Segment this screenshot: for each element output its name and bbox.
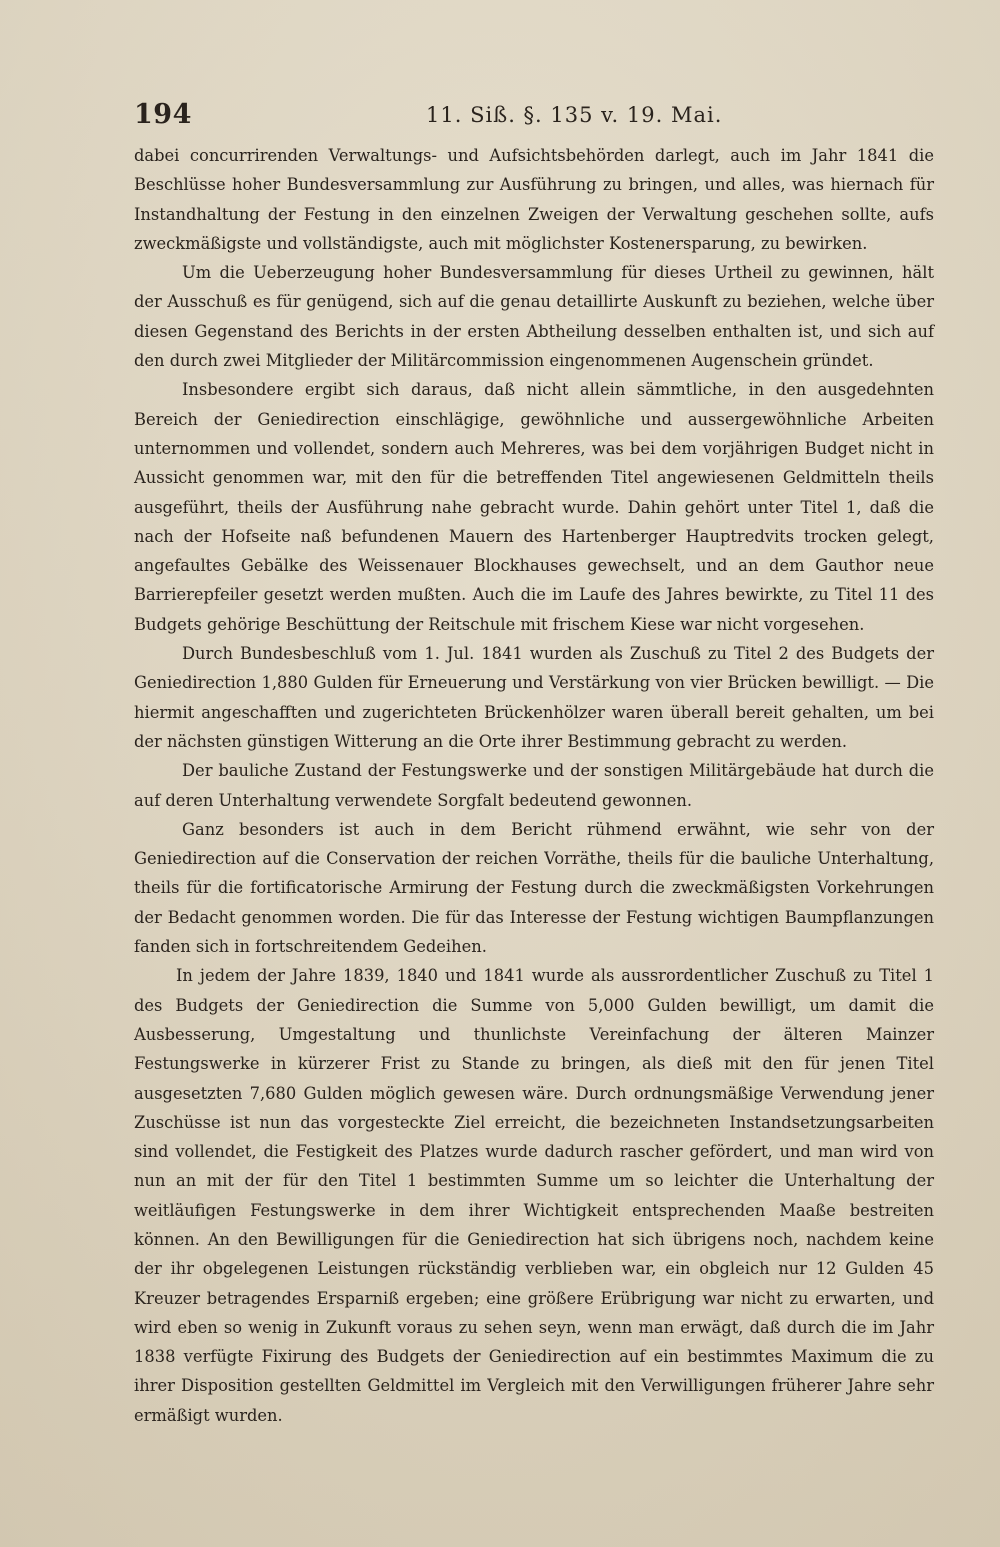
paragraph: Um die Ueberzeugung hoher Bundesversammlung für dieses Urtheil zu gewinnen, hält der Ausschuß es für genügend, sich auf die genau detaillirte Auskunft zu beziehen, welche über diesen Gegenstand des Berichts in der ersten Abtheilung desselben enthalten ist, und sich auf den durch zwei Mitglieder der Militärcommission eingenommenen Augenschein gründet. <box>134 263 934 371</box>
body-text <box>134 141 934 1430</box>
paragraph: Insbesondere ergibt sich daraus, daß nicht allein sämmtliche, in den ausgedehnten Bereich der Geniedirection einschlägige, gewöhnliche und aussergewöhnliche Arbeiten unternommen und vollendet, sondern auch Mehreres, was bei dem vorjährigen Budget nicht in Aussicht genommen war, mit den für die betreffenden Titel angewiesenen Geldmitteln theils ausgeführt, theils der Ausführung nahe gebracht wurde. Dahin gehört unter Titel 1, daß die nach der Hofseite naß befundenen Mauern des Hartenberger Hauptredvits trocken gelegt, angefaultes Gebälke des Weissenauer Blockhauses gewechselt, und an dem Gauthor neue Barrierepfeiler gesetzt werden mußten. Auch die im Laufe des Jahres bewirkte, zu Titel 11 des Budgets gehörige Beschüttung der Reitschule mit frischem Kiese war nicht vorgesehen. <box>134 380 934 634</box>
paragraph: In jedem der Jahre 1839, 1840 und 1841 wurde als aussrordentlicher Zuschuß zu Titel 1 des Budgets der Geniedirection die Summe von 5,000 Gulden bewilligt, um damit die Ausbesserung, Umgestaltung und thunlichste Vereinfachung der älteren Mainzer Festungswerke in kürzerer Frist zu Stande zu bringen, als dieß mit den für jenen Titel ausgesetzten 7,680 Gulden möglich gewesen wäre. Durch ordnungsmäßige Verwendung jener Zuschüsse ist nun das vorgesteckte Ziel erreicht, die bezeichneten Instandsetzungsarbeiten sind vollendet, die Festigkeit des Platzes wurde dadurch rascher gefördert, und man wird von nun an mit der für den Titel 1 bestimmten Summe um so leichter die Unterhaltung der weitläufigen Festungswerke in dem ihrer Wichtigkeit entsprechenden Maaße bestreiten können. An den Bewilligungen für die Geniedirection hat sich übrigens noch, nachdem keine der ihr obgelegenen Leistungen rückständig verblieben war, ein obgleich nur 12 Gulden 45 Kreuzer betragendes Ersparniß ergeben; eine größere Erübrigung war nicht zu erwarten, und wird eben so wenig in Zukunft voraus zu sehen seyn, wenn man erwägt, daß durch die im Jahr 1838 verfügte Fixirung des Budgets der Geniedirection auf ein bestimmtes Maximum die zu ihrer Disposition gestellten Geldmittel im Vergleich mit den Verwilligungen früherer Jahre sehr ermäßigt wurden. <box>134 966 934 1425</box>
paragraph-continuation: dabei concurrirenden Verwaltungs- und Aufsichtsbehörden darlegt, auch im Jahr 1841 die Beschlüsse hoher Bundesversammlung zur Ausführung zu bringen, und alles, was hiernach für Instandhaltung der Festung in den einzelnen Zweigen der Verwaltung geschehen sollte, aufs zweckmäßigste und vollständigste, auch mit möglichster Kostenersparung, zu bewirken. <box>134 146 934 253</box>
running-head: 11. Siß. §. 135 v. 19. Mai. <box>426 103 723 127</box>
page-header <box>130 95 890 139</box>
paragraph: Der bauliche Zustand der Festungswerke und der sonstigen Militärgebäude hat durch die auf deren Unterhaltung verwendete Sorgfalt bedeutend gewonnen. <box>134 761 934 810</box>
paragraph: Ganz besonders ist auch in dem Bericht rühmend erwähnt, wie sehr von der Geniedirection auf die Conservation der reichen Vorräthe, theils für die bauliche Unterhaltung, theils für die fortificatorische Armirung der Festung durch die zweckmäßigsten Vorkehrungen der Bedacht genommen worden. Die für das Interesse der Festung wichtigen Baumpflanzungen fanden sich in fortschreitendem Gedeihen. <box>134 819 934 957</box>
page-number: 194 <box>134 99 192 130</box>
paragraph: Durch Bundesbeschluß vom 1. Jul. 1841 wurden als Zuschuß zu Titel 2 des Budgets der Geniedirection 1,880 Gulden für Erneuerung und Verstärkung von vier Brücken bewilligt. — Die hiermit angeschafften und zugerichteten Brückenhölzer waren überall bereit gehalten, um bei der nächsten günstigen Witterung an die Orte ihrer Bestimmung gebracht zu werden. <box>134 644 934 751</box>
